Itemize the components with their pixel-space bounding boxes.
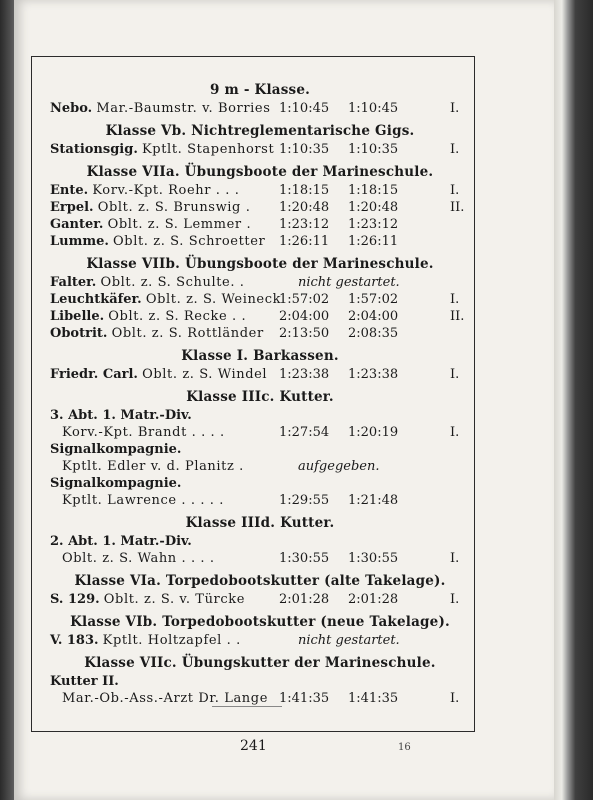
- boat-name: Obotrit.: [50, 326, 108, 341]
- result-row: [50, 308, 470, 325]
- helmsman-name: Oblt. z. S. Lemmer .: [107, 217, 252, 232]
- corrected-time: 2:04:00: [348, 309, 399, 324]
- row-name: [50, 291, 281, 308]
- boat-name: Nebo.: [50, 101, 93, 116]
- page-number: 241: [240, 738, 267, 754]
- elapsed-time: 2:01:28: [279, 592, 330, 607]
- elapsed-time: 1:23:38: [279, 367, 330, 382]
- team-name: 3. Abt. 1. Matr.-Div.: [50, 408, 192, 423]
- result-row: [50, 291, 470, 308]
- helmsman-name: Oblt. z. S. v. Türcke: [103, 592, 246, 607]
- footer-rule: [212, 706, 282, 707]
- elapsed-time: 1:30:55: [279, 551, 330, 566]
- elapsed-time: 1:20:48: [279, 200, 330, 215]
- helmsman-name: Oblt. z. S. Windel: [142, 367, 268, 382]
- placing: I.: [450, 101, 460, 116]
- placing: I.: [450, 425, 460, 440]
- elapsed-time: 1:57:02: [279, 292, 330, 307]
- class-heading: Klasse VIIc. Übungskutter der Marineschule.: [84, 655, 436, 671]
- corrected-time: 1:41:35: [348, 691, 399, 706]
- result-row: [50, 325, 470, 342]
- helmsman-name: Oblt. z. S. Schroetter: [113, 234, 266, 249]
- status-note: aufgegeben.: [298, 459, 380, 474]
- helmsman-name: Kptlt. Stapenhorst: [142, 142, 275, 157]
- boat-name: Stationsgig.: [50, 142, 138, 157]
- row-name: [50, 199, 250, 216]
- elapsed-time: 1:41:35: [279, 691, 330, 706]
- helmsman-name: Oblt. z. S. Weineck: [145, 292, 282, 307]
- result-row: [50, 100, 470, 117]
- row-name: [62, 550, 215, 567]
- page-edge: [554, 0, 593, 800]
- result-row: [50, 366, 470, 383]
- placing: I.: [450, 691, 460, 706]
- boat-name: Libelle.: [50, 309, 105, 324]
- team-name: Signalkompagnie.: [50, 476, 182, 491]
- elapsed-time: 1:27:54: [279, 425, 330, 440]
- helmsman-name: Oblt. z. S. Rottländer: [111, 326, 264, 341]
- elapsed-time: 1:18:15: [279, 183, 330, 198]
- helmsman-name: Mar.-Baumstr. v. Borries: [96, 101, 271, 116]
- corrected-time: 1:23:38: [348, 367, 399, 382]
- status-note: nicht gestartet.: [298, 633, 400, 648]
- status-note: nicht gestartet.: [298, 275, 400, 290]
- row-name: [50, 100, 270, 117]
- row-name: [50, 632, 241, 649]
- corrected-time: 1:20:19: [348, 425, 399, 440]
- elapsed-time: 1:10:35: [279, 142, 330, 157]
- team-name: Signalkompagnie.: [50, 442, 182, 457]
- boat-name: Ganter.: [50, 217, 104, 232]
- placing: I.: [450, 142, 460, 157]
- row-name: [50, 591, 245, 608]
- helmsman-name: Oblt. z. S. Brunswig .: [97, 200, 251, 215]
- result-row: [50, 458, 470, 475]
- placing: I.: [450, 183, 460, 198]
- boat-name: Ente.: [50, 183, 89, 198]
- result-row: [50, 424, 470, 441]
- placing: I.: [450, 592, 460, 607]
- row-name: [50, 182, 239, 199]
- elapsed-time: 2:04:00: [279, 309, 330, 324]
- boat-name: Erpel.: [50, 200, 94, 215]
- helmsman-name: Oblt. z. S. Wahn . . . .: [62, 551, 215, 566]
- class-heading: Klasse VIa. Torpedobootskutter (alte Takelage).: [74, 573, 446, 589]
- result-row: [50, 216, 470, 233]
- corrected-time: 1:10:45: [348, 101, 399, 116]
- signature-mark: 16: [398, 742, 411, 753]
- row-name: [62, 492, 224, 509]
- placing: I.: [450, 551, 460, 566]
- class-heading: Klasse Vb. Nichtreglementarische Gigs.: [105, 123, 415, 139]
- elapsed-time: 1:26:11: [279, 234, 330, 249]
- corrected-time: 1:18:15: [348, 183, 399, 198]
- row-name: [62, 424, 225, 441]
- corrected-time: 1:10:35: [348, 142, 399, 157]
- result-row: [50, 550, 470, 567]
- boat-name: Friedr. Carl.: [50, 367, 138, 382]
- elapsed-time: 1:23:12: [279, 217, 330, 232]
- class-heading: Klasse VIIb. Übungsboote der Marineschule.: [86, 256, 434, 272]
- boat-name: V. 183.: [50, 633, 99, 648]
- results-table: [50, 80, 470, 707]
- helmsman-name: Korv.-Kpt. Roehr . . .: [92, 183, 240, 198]
- corrected-time: 1:20:48: [348, 200, 399, 215]
- row-name: [62, 690, 268, 707]
- boat-name: Leuchtkäfer.: [50, 292, 142, 307]
- helmsman-name: Kptlt. Lawrence . . . . .: [62, 493, 224, 508]
- boat-name: Falter.: [50, 275, 97, 290]
- helmsman-name: Kptlt. Holtzapfel . .: [102, 633, 241, 648]
- boat-name: S. 129.: [50, 592, 100, 607]
- result-row: [50, 632, 470, 649]
- corrected-time: 2:08:35: [348, 326, 399, 341]
- result-row: [50, 690, 470, 707]
- row-name: [50, 308, 246, 325]
- placing: I.: [450, 292, 460, 307]
- elapsed-time: 1:10:45: [279, 101, 330, 116]
- elapsed-time: 2:13:50: [279, 326, 330, 341]
- result-row: [50, 591, 470, 608]
- team-name: Kutter II.: [50, 674, 119, 689]
- corrected-time: 2:01:28: [348, 592, 399, 607]
- corrected-time: 1:57:02: [348, 292, 399, 307]
- team-name: 2. Abt. 1. Matr.-Div.: [50, 534, 192, 549]
- corrected-time: 1:23:12: [348, 217, 399, 232]
- helmsman-name: Mar.-Ob.-Ass.-Arzt Dr. Lange: [62, 691, 268, 706]
- row-name: [50, 325, 264, 342]
- helmsman-name: Korv.-Kpt. Brandt . . . .: [62, 425, 225, 440]
- corrected-time: 1:26:11: [348, 234, 399, 249]
- row-name: [50, 233, 265, 250]
- class-heading: Klasse VIIa. Übungsboote der Marineschule.: [86, 164, 434, 180]
- class-heading: Klasse IIIc. Kutter.: [186, 389, 334, 405]
- row-name: [50, 274, 245, 291]
- row-name: [50, 216, 251, 233]
- placing: I.: [450, 367, 460, 382]
- row-name: [62, 458, 244, 475]
- result-row: [50, 182, 470, 199]
- helmsman-name: Oblt. z. S. Schulte. .: [100, 275, 245, 290]
- class-heading: Klasse IIId. Kutter.: [185, 515, 335, 531]
- result-row: [50, 274, 470, 291]
- result-row: [50, 199, 470, 216]
- class-heading: Klasse VIb. Torpedobootskutter (neue Takelage).: [70, 614, 450, 630]
- result-row: [50, 492, 470, 509]
- corrected-time: 1:30:55: [348, 551, 399, 566]
- result-row: [50, 233, 470, 250]
- boat-name: Lumme.: [50, 234, 109, 249]
- elapsed-time: 1:29:55: [279, 493, 330, 508]
- placing: II.: [450, 200, 465, 215]
- helmsman-name: Oblt. z. S. Recke . .: [108, 309, 247, 324]
- class-heading: Klasse I. Barkassen.: [181, 348, 339, 364]
- row-name: [50, 141, 274, 158]
- helmsman-name: Kptlt. Edler v. d. Planitz .: [62, 459, 244, 474]
- class-heading: 9 m - Klasse.: [209, 82, 311, 98]
- row-name: [50, 366, 267, 383]
- placing: II.: [450, 309, 465, 324]
- corrected-time: 1:21:48: [348, 493, 399, 508]
- result-row: [50, 141, 470, 158]
